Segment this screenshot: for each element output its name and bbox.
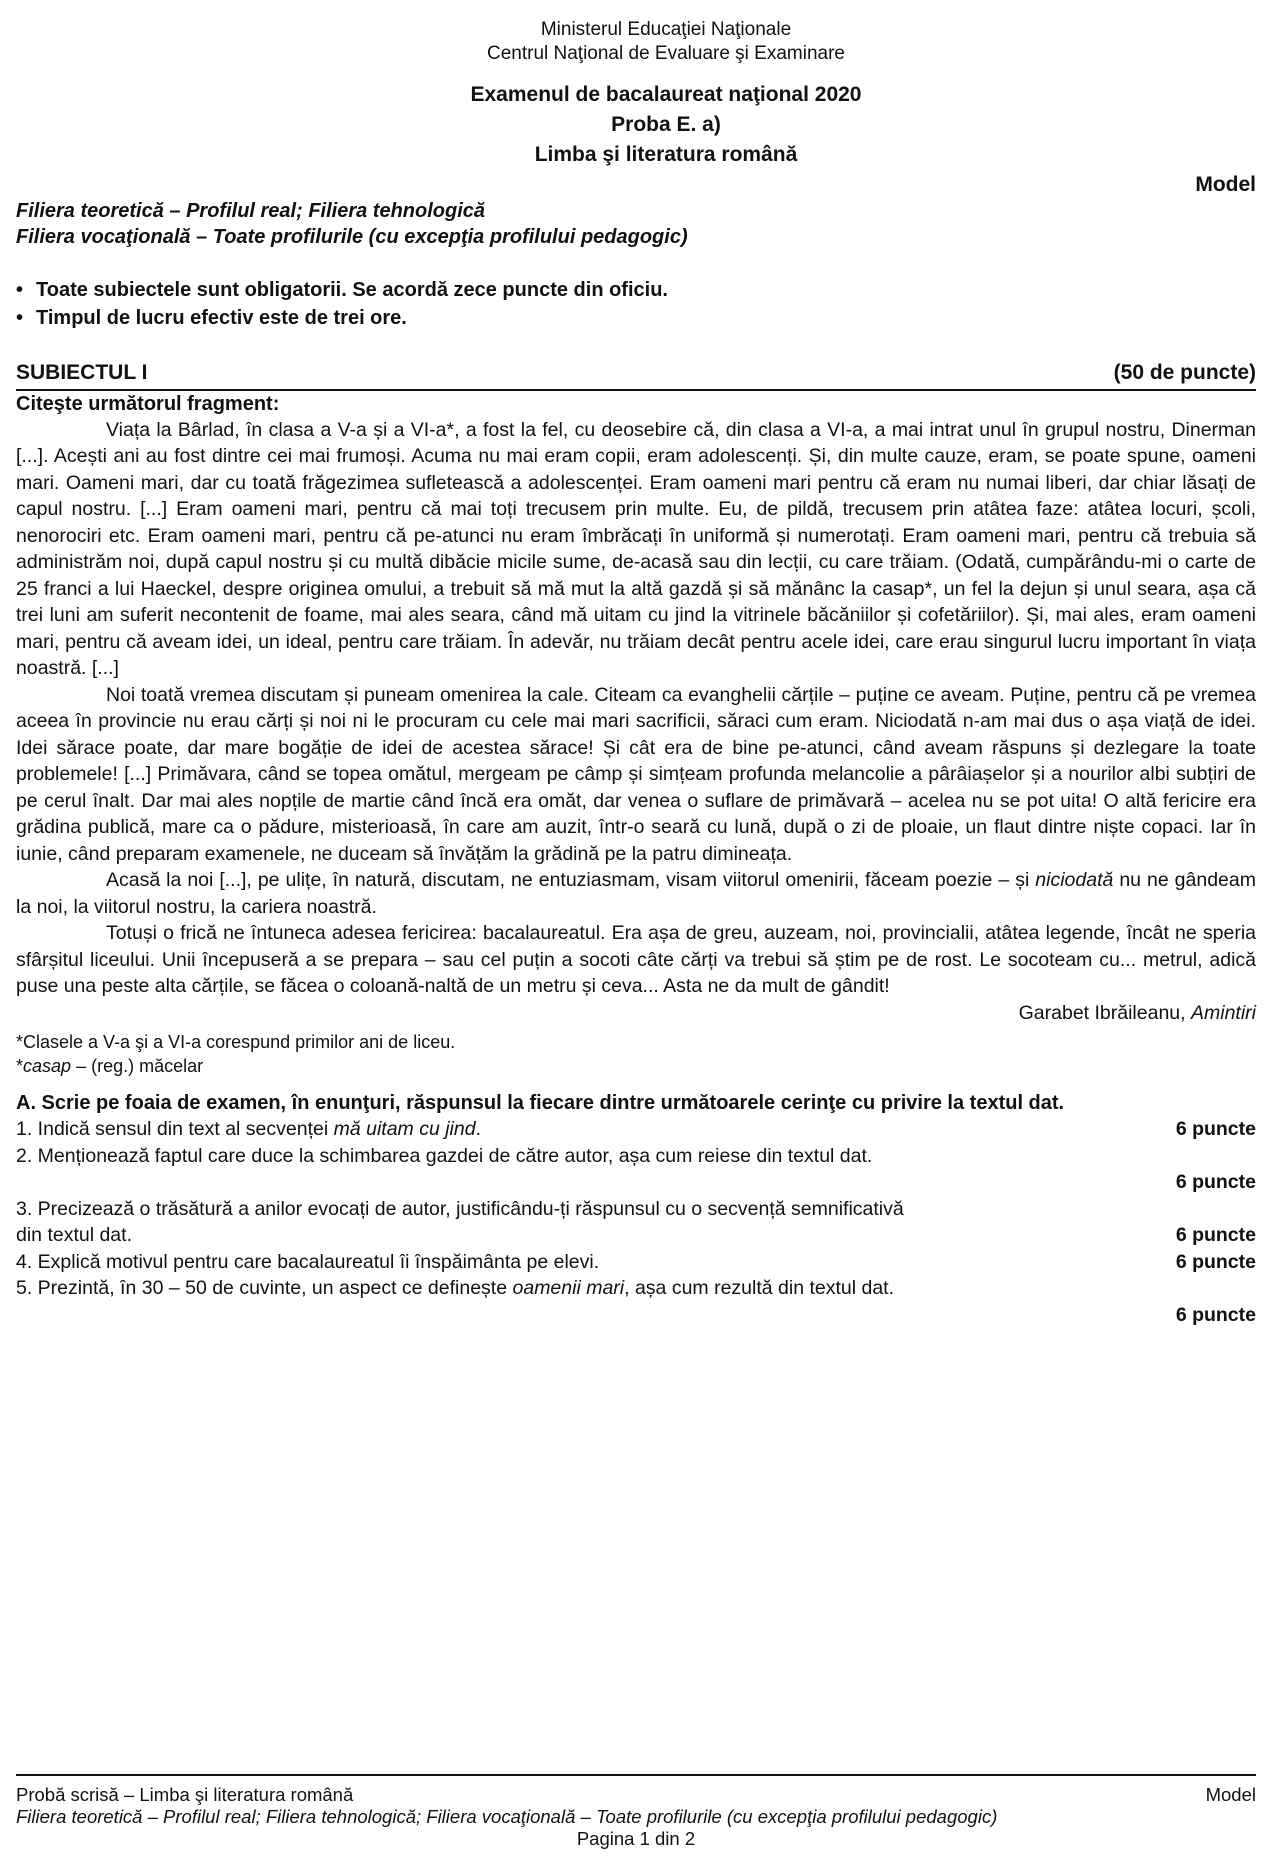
requirement-text: 2. Menționează faptul care duce la schimbarea gazdei de către autor, așa cum reiese din textul dat. xyxy=(16,1144,873,1167)
exam-rules xyxy=(16,276,1256,332)
requirement-points: 6 puncte xyxy=(1175,1250,1256,1273)
ministry-header xyxy=(76,18,1256,66)
footnote-word: casap xyxy=(23,1056,72,1076)
footnotes xyxy=(16,1030,1256,1078)
exam-subject: Limba şi literatura română xyxy=(534,143,798,166)
exam-page xyxy=(16,18,1256,1328)
requirement-emphasis: oamenii mari xyxy=(512,1277,625,1299)
filiera-block xyxy=(16,198,1256,250)
exam-proba: Proba E. a) xyxy=(611,113,721,136)
rule-item: • Toate subiectele sunt obligatorii. Se acordă zece puncte din oficiu. xyxy=(16,276,1256,304)
requirement-5 xyxy=(16,1275,1256,1328)
footer-right: Model xyxy=(1205,1784,1256,1805)
source-author: Garabet Ibrăileanu, xyxy=(1018,1001,1191,1024)
requirement-text: . xyxy=(475,1118,482,1140)
page-footer xyxy=(16,1774,1256,1850)
requirement-points: 6 puncte xyxy=(1175,1224,1256,1246)
requirement-points: 6 puncte xyxy=(1175,1118,1256,1140)
footnote-text: – (reg.) măcelar xyxy=(71,1056,204,1076)
requirement-text: 1. Indică sensul din text al secvenței xyxy=(16,1118,334,1140)
requirement-emphasis: mă uitam cu jind xyxy=(333,1118,476,1140)
requirement-points: 6 puncte xyxy=(1175,1171,1256,1193)
requirement-2 xyxy=(16,1143,1256,1196)
rule-item: • Timpul de lucru efectiv este de trei ore. xyxy=(16,304,1256,332)
requirement-text: din textul dat. xyxy=(16,1224,132,1246)
emphasis-text: niciodată xyxy=(1035,869,1114,891)
requirement-text: 5. Prezintă, în 30 – 50 de cuvinte, un aspect ce definește xyxy=(16,1277,513,1299)
part-a xyxy=(16,1090,1256,1328)
read-instruction: Citeşte următorul fragment: xyxy=(16,392,280,415)
subject-header xyxy=(16,360,1256,391)
requirement-4 xyxy=(16,1249,1256,1276)
footnote: *Clasele a V-a şi a VI-a corespund primilor ani de liceu. xyxy=(16,1032,456,1052)
requirement-points: 6 puncte xyxy=(1175,1303,1256,1326)
fragment-paragraph: Viața la Bârlad, în clasa a V-a și a VI-a*, a fost la fel, cu deosebire că, din clasa a VI-a, a mai intrat unul în grupul nostru, Dinerman [...]. Acești ani au fost dintre cei mai frumoși. Acuma nu mai eram copii, eram adolescenți. Și, din multe cauze, eram, se poate spune, oameni mari. Oameni mari, dar cu toată frăgezimea sufletească a adolescenței. Eram oameni mari pentru că eram nu numai liberi, dar chiar lăsați de capul nostru. [...] Eram oameni mari, pentru că mai toți trecusem prin multe. Eu, de pildă, trecusem prin atâtea faze: atâtea locuri, școli, nenorociri etc. Eram oameni mari, pentru că pe-atunci nu eram îmbrăcați în uniformă și numerotați. Eram oameni mari, pentru că trebuia să administrăm noi, după capul nostru și cu multă dibăcie micile sume, de-acasă sau din lecții, cu care trăiam. (Odată, cumpărându-mi o carte de 25 franci a lui Haeckel, despre originea omului, a trebuit să mă mut la altă gazdă și să mănânc la casap*, un fel la dejun și unul seara, așa că trei luni am suferit necontenit de foame, mai ales seara, când mă uitam cu jind la vitrinele băcăniilor și cofetăriilor). Și, mai ales, eram oameni mari, pentru că aveam idei, un ideal, pentru care trăiam. În adevăr, nu trăiam decât pentru acele idei, care erau singurul lucru important în viața noastră. [...] xyxy=(16,418,1256,679)
source-attribution xyxy=(16,1000,1256,1027)
footer-filiera: Filiera teoretică – Profilul real; Filiera tehnologică; Filiera vocaţională – Toate profilurile (cu excepţia profilului pedagogic) xyxy=(16,1806,998,1827)
paragraph-text: nu ne gândeam la noi, la viitorul nostru, la cariera noastră. xyxy=(16,869,1256,918)
filiera-line-2: Filiera vocaţională – Toate profilurile (cu excepţia profilului pedagogic) xyxy=(16,226,688,248)
filiera-line-1: Filiera teoretică – Profilul real; Filiera tehnologică xyxy=(16,200,486,222)
requirement-3 xyxy=(16,1196,1256,1249)
exam-title-block xyxy=(76,80,1256,170)
fragment-paragraph: Totuși o frică ne întuneca adesea fericirea: bacalaureatul. Era așa de greu, auzeam, noi, provincialii, atâtea legende, încât ne speria sfârșitul liceului. Unii începuseră a se prepara – sau cel puțin a socoti câte cărți va trebui să știm pe de rost. Le socoteam cu... metrul, adică puse una peste alta cărțile, se făcea o coloană-naltă de un metru și ceva... Asta ne da mult de gândit! xyxy=(16,922,1256,997)
fragment-paragraph: Noi toată vremea discutam și puneam omenirea la cale. Citeam ca evanghelii cărțile – puține ce aveam. Puține, pentru că pe vremea aceea în provincie nu erau cărți și noi ni le procuram cu cele mai mari sacrificii, săraci cum eram. Niciodată n-am mai dus o așa viață de idei. Idei sărace poate, dar mare bogăție de idei de acestea sărace! Și cât era de bine pe-atunci, când aveam răspuns și dezlegare la toate problemele! [...] Primăvara, când se topea omătul, mergeam pe câmp și simțeam profunda melancolie a pârâiașelor și a nourilor albi subțiri de pe cerul înalt. Dar mai ales nopțile de martie când încă era omăt, dar venea o suflare de primăvară – acelea nu se pot uita! O altă fericire era grădina publică, mare ca o pădure, misterioasă, în care am auzit, într-o seară cu lună, după o zi de ploaie, un flaut dintre niște copaci. Iar în iunie, când preparam examenele, ne duceam să învățăm la grădină pe la patru dimineața. xyxy=(16,683,1256,865)
footnote xyxy=(16,1054,1256,1078)
footer-left: Probă scrisă – Limba şi literatura română xyxy=(16,1784,354,1805)
paragraph-text: Acasă la noi [...], pe ulițe, în natură, discutam, ne entuziasmam, visam viitorul omenirii, făceam poezie – și xyxy=(106,869,1036,891)
requirement-text: 3. Precizează o trăsătură a anilor evocați de autor, justificându-ți răspunsul cu o secvență semnificativă xyxy=(16,1197,904,1220)
page-number: Pagina 1 din 2 xyxy=(576,1828,696,1849)
footnote-star: * xyxy=(16,1056,24,1076)
center-name: Centrul Naţional de Evaluare şi Examinare xyxy=(486,43,845,64)
literary-fragment xyxy=(16,417,1256,1000)
subject-label: SUBIECTUL I xyxy=(16,361,148,384)
requirement-text: , așa cum rezultă din textul dat. xyxy=(624,1277,895,1299)
source-title: Amintiri xyxy=(1190,1001,1256,1024)
model-label: Model xyxy=(1195,173,1256,196)
subject-points: (50 de puncte) xyxy=(1113,361,1256,384)
fragment-paragraph xyxy=(16,867,1256,920)
requirement-1 xyxy=(16,1116,1256,1143)
requirement-text: 4. Explică motivul pentru care bacalaureatul îi înspăimânta pe elevi. xyxy=(16,1250,600,1273)
exam-title: Examenul de bacalaureat naţional 2020 xyxy=(470,83,862,106)
ministry-name: Ministerul Educaţiei Naţionale xyxy=(540,19,792,40)
part-a-title: A. Scrie pe foaia de examen, în enunţuri, răspunsul la fiecare dintre următoarele cerinţe cu privire la textul dat. xyxy=(16,1092,1065,1114)
